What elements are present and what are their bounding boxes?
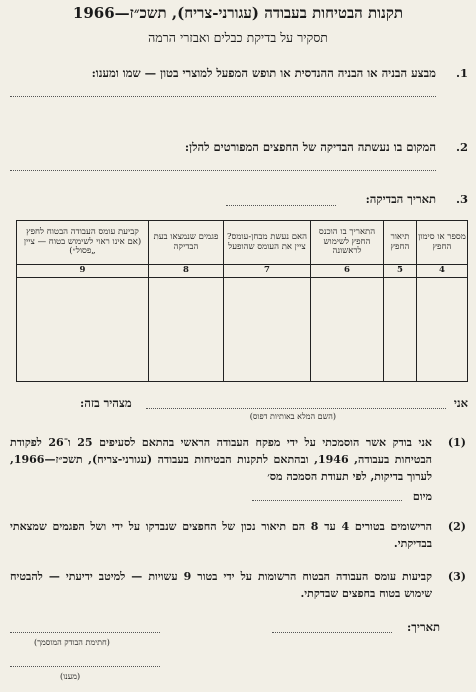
address-field[interactable] — [10, 666, 160, 667]
fill-line[interactable] — [10, 170, 436, 171]
ani-label: אני — [453, 396, 468, 410]
signature-field[interactable] — [10, 632, 160, 633]
paragraph-number: (2) — [447, 520, 466, 533]
column-header: קביעת עומס העבודה הבטוח לחפץ (אם אינו ראוי לשימוש בטוח — ציין „פסול״) — [17, 221, 149, 265]
fill-line[interactable] — [226, 205, 336, 206]
paragraph-text: קביעות עומס העבודה הבטוח הרשומות על ידי בטור 9 עשויות — למיטב ידיעתי — להבטיח שימוש בטוח בחפצים שבדקתי. — [10, 570, 432, 600]
column-number: 8 — [149, 265, 224, 278]
declaration-line — [0, 396, 476, 426]
page-title: תקנות הבטיחות בעבודה (עגורני-צריח), תשכ״ז—1966 — [72, 4, 404, 22]
item-number: 3. — [455, 192, 468, 206]
paragraph-number: (3) — [447, 570, 466, 583]
name-field[interactable] — [146, 408, 446, 409]
signature-label: (חתימת הבודק המוסמך) — [34, 638, 110, 647]
item-number: 2. — [455, 140, 468, 154]
table-cell[interactable] — [149, 277, 224, 381]
inspection-table — [16, 220, 468, 382]
table-cell[interactable] — [17, 277, 149, 381]
paragraph-number: (1) — [447, 436, 466, 449]
paragraph-text: אני בודק אשר הוסמכתי על ידי מפקח העבודה הראשי בהתאם לסעיפים 25 ו־26 לפקודת הבטיחות בעבודה, 1946, ובהתאם לתקנות הבטיחות בעבודה (עגורני-צריח), תשכ״ז—1966, לערוך בדיקות, לפי תעודת הסמכה מס׳ — [10, 436, 432, 483]
paragraph-tail: מיום — [412, 490, 432, 503]
table-cell[interactable] — [417, 277, 468, 381]
declaration-paragraph-2 — [10, 518, 466, 554]
address-label: (מענו) — [60, 672, 81, 681]
footer — [0, 620, 476, 690]
item-contractor — [0, 66, 476, 106]
declare-label: מצהיר בזה: — [80, 396, 132, 410]
item-number: 1. — [455, 66, 468, 80]
item-date — [0, 192, 476, 212]
date-label: תאריך: — [407, 620, 440, 634]
paragraph-text: הרישומים בטורים 4 עד 8 הם תיאור נכון של החפצים שנבדקו על ידי ושל הפגמים שמצאתי בבדיקתי. — [10, 520, 432, 550]
declaration-paragraph-3 — [10, 568, 466, 604]
item-label: המקום בו נעשתה הבדיקה של החפצים המפורטים להלן: — [184, 140, 436, 154]
column-number: 5 — [384, 265, 417, 278]
table-cell[interactable] — [224, 277, 311, 381]
item-location — [0, 140, 476, 180]
fill-line[interactable] — [10, 96, 436, 97]
column-header: תיאור החפץ — [384, 221, 417, 265]
page-subtitle: תסקיר על בדיקת כבלים ואבזרי הרמה — [148, 30, 328, 45]
table-cell[interactable] — [311, 277, 384, 381]
date-field[interactable] — [252, 500, 402, 501]
column-header: התאריך בו הוכנס החפץ לשימוש לראשונה — [311, 221, 384, 265]
column-header: האם נעשת מבחן-עומס? ציין את העומס שהופעל — [224, 221, 311, 265]
footer-date-field[interactable] — [272, 632, 392, 633]
column-number: 9 — [17, 265, 149, 278]
column-header: מספר או סימון החפץ — [417, 221, 468, 265]
column-number: 7 — [224, 265, 311, 278]
declaration-paragraph-1 — [10, 434, 466, 508]
item-label: מבצע הבניה או הבניה ההנדסית או תופש המפעל למוצרי בטון — שמו ומענו: — [91, 66, 436, 80]
item-label: תאריך הבדיקה: — [365, 192, 436, 206]
name-note: (השם המלא באותיות דפוס) — [249, 412, 336, 421]
column-number: 4 — [417, 265, 468, 278]
column-number: 6 — [311, 265, 384, 278]
table-cell[interactable] — [384, 277, 417, 381]
column-header: פגמים שנמצאו בעת הבדיקה — [149, 221, 224, 265]
